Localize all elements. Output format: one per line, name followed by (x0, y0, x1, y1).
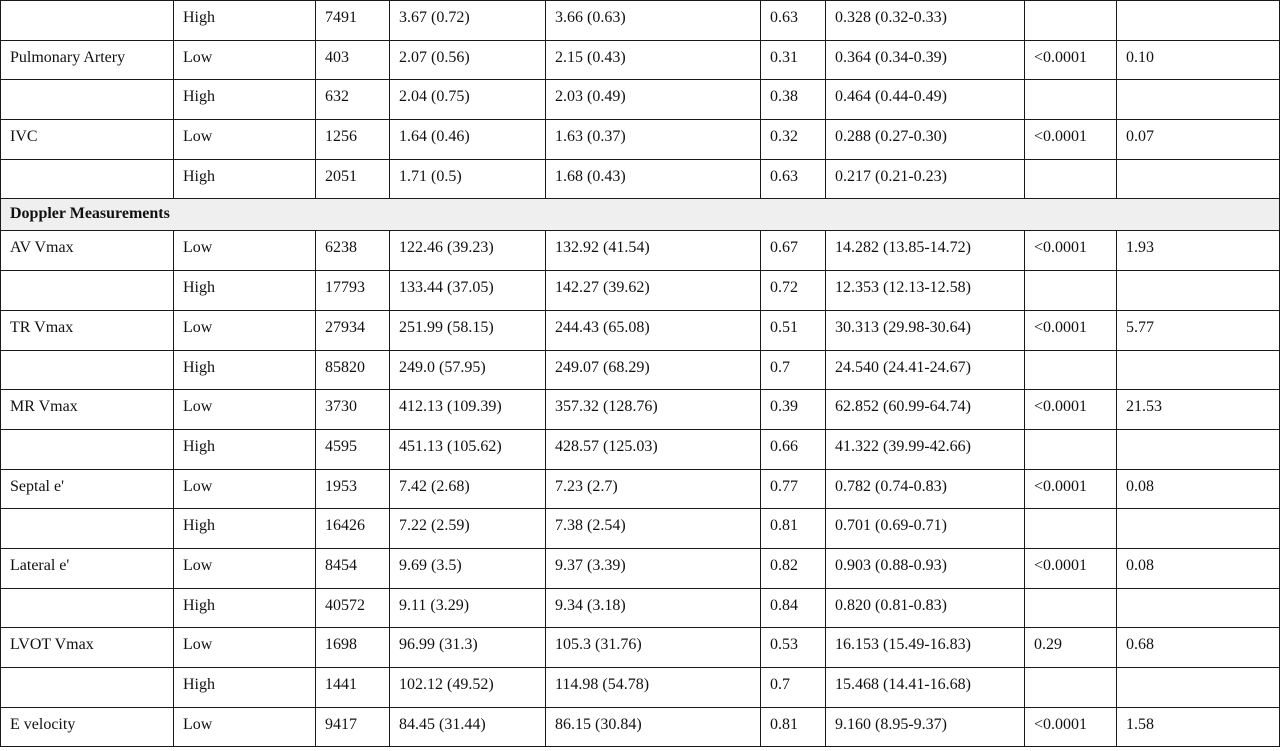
cell-group: Low (174, 40, 316, 80)
cell-mean-a: 122.46 (39.23) (390, 231, 546, 271)
section-title: Doppler Measurements (1, 199, 1280, 231)
cell-group: High (174, 80, 316, 120)
cell-group: High (174, 509, 316, 549)
cell-correlation: 0.63 (761, 159, 826, 199)
cell-measurement (1, 668, 174, 708)
cell-n: 16426 (316, 509, 390, 549)
cell-group: High (174, 159, 316, 199)
cell-estimate-ci: 12.353 (12.13-12.58) (826, 271, 1025, 311)
cell-mean-a: 451.13 (105.62) (390, 429, 546, 469)
cell-mean-b: 9.37 (3.39) (546, 548, 761, 588)
cell-mean-b: 244.43 (65.08) (546, 310, 761, 350)
cell-correlation: 0.66 (761, 429, 826, 469)
cell-n: 8454 (316, 548, 390, 588)
cell-estimate-ci: 0.288 (0.27-0.30) (826, 120, 1025, 160)
cell-p-value (1025, 509, 1117, 549)
cell-n: 1256 (316, 120, 390, 160)
cell-group: Low (174, 469, 316, 509)
table-row (1, 1, 1280, 41)
cell-mean-b: 2.15 (0.43) (546, 40, 761, 80)
cell-measurement (1, 159, 174, 199)
cell-mean-b: 2.03 (0.49) (546, 80, 761, 120)
cell-group: High (174, 429, 316, 469)
table-row (1, 120, 1280, 160)
table-row (1, 628, 1280, 668)
cell-mean-a: 9.11 (3.29) (390, 588, 546, 628)
section-header-row (1, 199, 1280, 231)
cell-estimate-ci: 41.322 (39.99-42.66) (826, 429, 1025, 469)
cell-estimate-ci: 0.782 (0.74-0.83) (826, 469, 1025, 509)
cell-measurement: TR Vmax (1, 310, 174, 350)
cell-measurement: IVC (1, 120, 174, 160)
cell-group: Low (174, 390, 316, 430)
table-row (1, 40, 1280, 80)
cell-n: 7491 (316, 1, 390, 41)
cell-effect: 21.53 (1117, 390, 1280, 430)
cell-effect: 0.10 (1117, 40, 1280, 80)
cell-estimate-ci: 0.903 (0.88-0.93) (826, 548, 1025, 588)
cell-effect (1117, 350, 1280, 390)
cell-mean-b: 249.07 (68.29) (546, 350, 761, 390)
cell-correlation: 0.7 (761, 350, 826, 390)
cell-effect: 1.58 (1117, 707, 1280, 747)
table-row (1, 271, 1280, 311)
cell-mean-b: 142.27 (39.62) (546, 271, 761, 311)
cell-mean-a: 251.99 (58.15) (390, 310, 546, 350)
table-row (1, 509, 1280, 549)
cell-mean-b: 1.63 (0.37) (546, 120, 761, 160)
cell-p-value (1025, 159, 1117, 199)
cell-effect (1117, 271, 1280, 311)
cell-estimate-ci: 0.217 (0.21-0.23) (826, 159, 1025, 199)
cell-mean-a: 7.42 (2.68) (390, 469, 546, 509)
cell-correlation: 0.38 (761, 80, 826, 120)
cell-n: 1698 (316, 628, 390, 668)
cell-mean-a: 9.69 (3.5) (390, 548, 546, 588)
cell-p-value (1025, 271, 1117, 311)
cell-mean-a: 1.71 (0.5) (390, 159, 546, 199)
cell-mean-b: 9.34 (3.18) (546, 588, 761, 628)
cell-measurement (1, 429, 174, 469)
cell-mean-a: 2.07 (0.56) (390, 40, 546, 80)
cell-p-value (1025, 668, 1117, 708)
cell-estimate-ci: 24.540 (24.41-24.67) (826, 350, 1025, 390)
cell-n: 6238 (316, 231, 390, 271)
cell-group: Low (174, 707, 316, 747)
cell-p-value: <0.0001 (1025, 120, 1117, 160)
cell-measurement (1, 588, 174, 628)
cell-correlation: 0.77 (761, 469, 826, 509)
table-row (1, 668, 1280, 708)
table-row (1, 548, 1280, 588)
cell-effect (1117, 588, 1280, 628)
cell-n: 27934 (316, 310, 390, 350)
cell-correlation: 0.53 (761, 628, 826, 668)
cell-measurement (1, 509, 174, 549)
cell-group: High (174, 350, 316, 390)
cell-n: 40572 (316, 588, 390, 628)
cell-group: High (174, 1, 316, 41)
cell-estimate-ci: 62.852 (60.99-64.74) (826, 390, 1025, 430)
cell-group: Low (174, 231, 316, 271)
cell-mean-a: 1.64 (0.46) (390, 120, 546, 160)
cell-mean-b: 3.66 (0.63) (546, 1, 761, 41)
cell-measurement: Septal e' (1, 469, 174, 509)
cell-effect: 0.08 (1117, 548, 1280, 588)
cell-mean-a: 3.67 (0.72) (390, 1, 546, 41)
cell-measurement: Lateral e' (1, 548, 174, 588)
cell-correlation: 0.82 (761, 548, 826, 588)
cell-correlation: 0.81 (761, 509, 826, 549)
cell-measurement: Pulmonary Artery (1, 40, 174, 80)
cell-mean-b: 357.32 (128.76) (546, 390, 761, 430)
cell-measurement: MR Vmax (1, 390, 174, 430)
table-row (1, 390, 1280, 430)
cell-estimate-ci: 14.282 (13.85-14.72) (826, 231, 1025, 271)
cell-mean-a: 133.44 (37.05) (390, 271, 546, 311)
cell-estimate-ci: 0.464 (0.44-0.49) (826, 80, 1025, 120)
cell-mean-a: 84.45 (31.44) (390, 707, 546, 747)
table-row (1, 310, 1280, 350)
cell-p-value (1025, 80, 1117, 120)
cell-n: 2051 (316, 159, 390, 199)
cell-correlation: 0.39 (761, 390, 826, 430)
cell-measurement (1, 1, 174, 41)
table-row (1, 429, 1280, 469)
cell-p-value (1025, 1, 1117, 41)
cell-p-value: <0.0001 (1025, 707, 1117, 747)
cell-p-value (1025, 350, 1117, 390)
cell-measurement (1, 80, 174, 120)
cell-n: 632 (316, 80, 390, 120)
cell-mean-b: 114.98 (54.78) (546, 668, 761, 708)
cell-group: High (174, 588, 316, 628)
cell-mean-b: 428.57 (125.03) (546, 429, 761, 469)
cell-n: 403 (316, 40, 390, 80)
cell-group: High (174, 668, 316, 708)
cell-estimate-ci: 0.328 (0.32-0.33) (826, 1, 1025, 41)
cell-mean-b: 7.38 (2.54) (546, 509, 761, 549)
cell-mean-a: 249.0 (57.95) (390, 350, 546, 390)
cell-mean-a: 2.04 (0.75) (390, 80, 546, 120)
cell-effect: 0.07 (1117, 120, 1280, 160)
table-row (1, 707, 1280, 747)
cell-p-value: <0.0001 (1025, 548, 1117, 588)
cell-correlation: 0.51 (761, 310, 826, 350)
cell-mean-a: 412.13 (109.39) (390, 390, 546, 430)
cell-correlation: 0.63 (761, 1, 826, 41)
cell-mean-b: 132.92 (41.54) (546, 231, 761, 271)
table-row (1, 80, 1280, 120)
cell-correlation: 0.67 (761, 231, 826, 271)
cell-effect: 0.68 (1117, 628, 1280, 668)
cell-mean-a: 102.12 (49.52) (390, 668, 546, 708)
cell-n: 4595 (316, 429, 390, 469)
table-row (1, 588, 1280, 628)
cell-group: Low (174, 120, 316, 160)
cell-effect (1117, 159, 1280, 199)
cell-effect (1117, 509, 1280, 549)
cell-group: High (174, 271, 316, 311)
cell-group: Low (174, 628, 316, 668)
table-row (1, 231, 1280, 271)
cell-n: 9417 (316, 707, 390, 747)
cell-effect (1117, 1, 1280, 41)
cell-p-value: <0.0001 (1025, 231, 1117, 271)
cell-measurement: AV Vmax (1, 231, 174, 271)
cell-p-value (1025, 429, 1117, 469)
cell-n: 3730 (316, 390, 390, 430)
cell-n: 85820 (316, 350, 390, 390)
cell-correlation: 0.84 (761, 588, 826, 628)
cell-estimate-ci: 30.313 (29.98-30.64) (826, 310, 1025, 350)
cell-effect: 5.77 (1117, 310, 1280, 350)
cell-effect: 0.08 (1117, 469, 1280, 509)
cell-n: 1953 (316, 469, 390, 509)
cell-correlation: 0.72 (761, 271, 826, 311)
cell-mean-b: 1.68 (0.43) (546, 159, 761, 199)
table-row (1, 469, 1280, 509)
cell-measurement: LVOT Vmax (1, 628, 174, 668)
cell-measurement (1, 271, 174, 311)
cell-p-value (1025, 588, 1117, 628)
cell-mean-b: 86.15 (30.84) (546, 707, 761, 747)
cell-estimate-ci: 9.160 (8.95-9.37) (826, 707, 1025, 747)
cell-group: Low (174, 548, 316, 588)
cell-effect (1117, 668, 1280, 708)
cell-effect: 1.93 (1117, 231, 1280, 271)
cell-correlation: 0.81 (761, 707, 826, 747)
cell-n: 1441 (316, 668, 390, 708)
table-row (1, 159, 1280, 199)
cell-measurement (1, 350, 174, 390)
cell-n: 17793 (316, 271, 390, 311)
cell-p-value: 0.29 (1025, 628, 1117, 668)
cell-estimate-ci: 15.468 (14.41-16.68) (826, 668, 1025, 708)
cell-p-value: <0.0001 (1025, 310, 1117, 350)
cell-estimate-ci: 0.364 (0.34-0.39) (826, 40, 1025, 80)
cell-p-value: <0.0001 (1025, 469, 1117, 509)
cell-correlation: 0.32 (761, 120, 826, 160)
cell-estimate-ci: 16.153 (15.49-16.83) (826, 628, 1025, 668)
cell-mean-a: 96.99 (31.3) (390, 628, 546, 668)
cell-correlation: 0.7 (761, 668, 826, 708)
cell-group: Low (174, 310, 316, 350)
cell-correlation: 0.31 (761, 40, 826, 80)
cell-estimate-ci: 0.701 (0.69-0.71) (826, 509, 1025, 549)
cell-effect (1117, 80, 1280, 120)
cell-p-value: <0.0001 (1025, 390, 1117, 430)
cell-measurement: E velocity (1, 707, 174, 747)
cell-p-value: <0.0001 (1025, 40, 1117, 80)
cell-effect (1117, 429, 1280, 469)
cell-mean-b: 105.3 (31.76) (546, 628, 761, 668)
cell-estimate-ci: 0.820 (0.81-0.83) (826, 588, 1025, 628)
cell-mean-b: 7.23 (2.7) (546, 469, 761, 509)
table-row (1, 350, 1280, 390)
cell-mean-a: 7.22 (2.59) (390, 509, 546, 549)
